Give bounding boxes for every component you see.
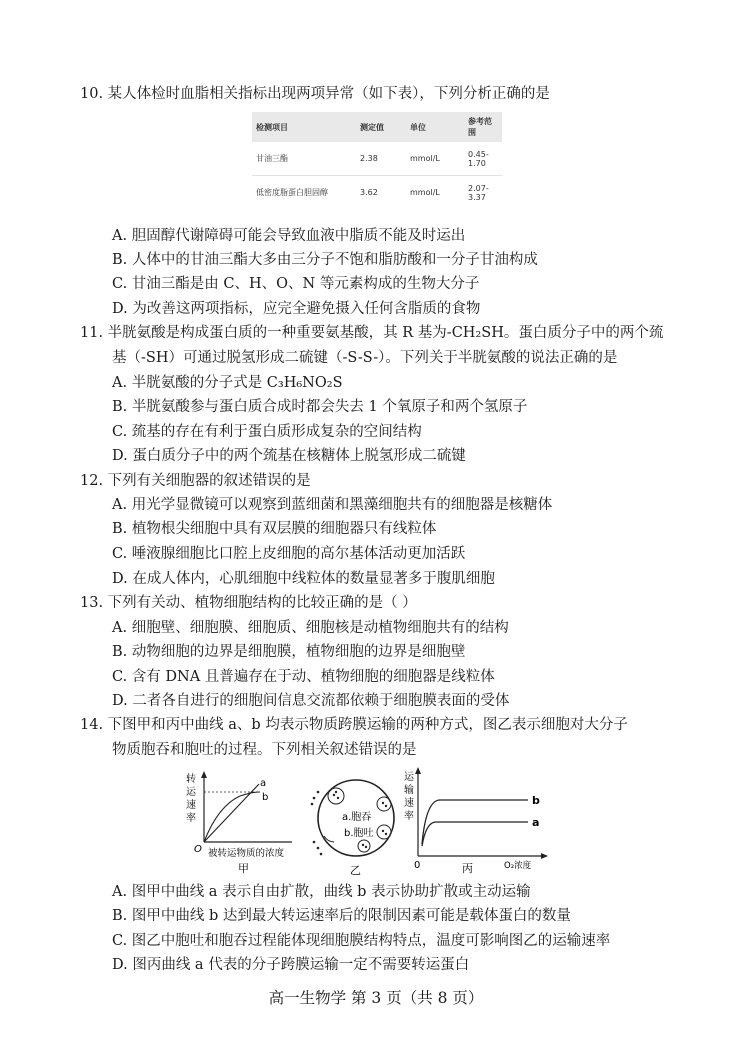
figure-yi-caption: 乙 [350, 864, 361, 877]
svg-text:率: 率 [186, 813, 196, 824]
svg-text:速: 速 [186, 800, 196, 811]
option-12d: D. 在成人体内，心肌细胞中线粒体的数量显著多于腹肌细胞 [112, 571, 495, 587]
figure-jia-curve-b [204, 792, 260, 842]
option-11b: B. 半胱氨酸参与蛋白质合成时都会失去 1 个氧原子和两个氢原子 [112, 399, 528, 415]
figure-yi-label-exocytosis: b.胞吐 [344, 828, 374, 839]
option-13a: A. 细胞壁、细胞膜、细胞质、细胞核是动植物细胞共有的结构 [112, 620, 509, 636]
option-11c: C. 巯基的存在有利于蛋白质形成复杂的空间结构 [112, 424, 422, 440]
option-13b: B. 动物细胞的边界是细胞膜，植物细胞的边界是细胞壁 [112, 644, 466, 660]
svg-text:输: 输 [404, 785, 414, 796]
figure-yi-label-endocytosis: a.胞吞 [342, 812, 372, 823]
question-13-stem: 13. 下列有关动、植物细胞结构的比较正确的是（ ） [80, 595, 417, 611]
figure-bing-xlabel: O₂浓度 [504, 861, 532, 871]
option-10a: A. 胆固醇代谢障碍可能会导致血液中脂质不能及时运出 [112, 228, 466, 244]
question-14-stem: 14. 下图甲和丙中曲线 a、b 均表示物质跨膜运输的两种方式，图乙表示细胞对大分子 [80, 717, 628, 733]
option-11d: D. 蛋白质分子中的两个巯基在核糖体上脱氢形成二硫键 [112, 448, 466, 464]
page-footer: 高一生物学 第 3 页（共 8 页） [268, 989, 484, 1007]
svg-text:率: 率 [404, 811, 414, 822]
figure-jia-caption: 甲 [238, 862, 249, 875]
question-10-stem: 10. 某人体检时血脂相关指标出现两项异常（如下表），下列分析正确的是 [80, 86, 550, 102]
svg-text:速: 速 [404, 798, 414, 809]
option-10b: B. 人体中的甘油三酯大多由三分子不饱和脂肪酸和一分子甘油构成 [112, 252, 538, 268]
figure-bing-curve-a [422, 822, 528, 846]
option-12c: C. 唾液腺细胞比口腔上皮细胞的高尔基体活动更加活跃 [112, 546, 466, 562]
option-12a: A. 用光学显微镜可以观察到蓝细菌和黑藻细胞共有的细胞器是核糖体 [112, 497, 553, 513]
svg-text:运: 运 [186, 787, 196, 798]
table-header: 测定值 [356, 112, 406, 142]
question-14-stem-line2: 物质胞吞和胞吐的过程。下列相关叙述错误的是 [112, 742, 417, 758]
lab-results-table [252, 112, 502, 209]
option-14b: B. 图甲中曲线 b 达到最大转运速率后的限制因素可能是载体蛋白的数量 [112, 908, 571, 924]
figure-jia-label-a: a [260, 778, 267, 789]
option-12b: B. 植物根尖细胞中具有双层膜的细胞器只有线粒体 [112, 521, 437, 537]
option-11a: A. 半胱氨酸的分子式是 C₃H₆NO₂S [112, 375, 343, 391]
option-10d: D. 为改善这两项指标，应完全避免摄入任何含脂质的食物 [112, 301, 481, 317]
table-row: 低密度脂蛋白胆固醇 3.62 mmol/L 2.07-3.37 [252, 176, 502, 210]
figure-jia-origin: O [194, 844, 202, 855]
option-10c: C. 甘油三酯是由 C、H、O、N 等元素构成的生物大分子 [112, 276, 480, 292]
figure-bing-label-b: b [532, 794, 540, 807]
question-11-stem: 11. 半胱氨酸是构成蛋白质的一种重要氨基酸，其 R 基为-CH₂SH。蛋白质分子中的两个巯 [80, 325, 664, 341]
option-14c: C. 图乙中胞吐和胞吞过程能体现细胞膜结构特点，温度可影响图乙的运输速率 [112, 933, 611, 949]
figure-bing-label-a: a [532, 816, 540, 829]
figure-jia-label-b: b [262, 792, 269, 803]
figure-bing-origin: 0 [414, 860, 421, 871]
option-13c: C. 含有 DNA 且普遍存在于动、植物细胞的细胞器是线粒体 [112, 669, 495, 685]
table-header: 单位 [406, 112, 464, 142]
option-14d: D. 图丙曲线 a 代表的分子跨膜运输一定不需要转运蛋白 [112, 957, 470, 973]
figure-bing-caption: 丙 [462, 862, 473, 875]
table-row: 甘油三酯 2.38 mmol/L 0.45-1.70 [256, 149, 489, 168]
figure-jia-xlabel: 被转运物质的浓度 [208, 848, 285, 859]
option-13d: D. 二者各自进行的细胞间信息交流都依赖于细胞膜表面的受体 [112, 693, 510, 709]
figure-jia-ylabel: 转 [186, 774, 196, 785]
figure-bing-ylabel: 运 [404, 772, 414, 783]
question-11-stem-line2: 基（-SH）可通过脱氢形成二硫键（-S-S-）。下列关于半胱氨酸的说法正确的是 [112, 350, 618, 366]
table-header: 检测项目 [252, 112, 356, 142]
question-12-stem: 12. 下列有关细胞器的叙述错误的是 [80, 473, 311, 489]
figure-jia [180, 770, 312, 878]
figure-bing [400, 764, 552, 880]
option-14a: A. 图甲中曲线 a 表示自由扩散，曲线 b 表示协助扩散或主动运输 [112, 884, 531, 900]
figure-yi [306, 774, 406, 880]
table-header: 参考范围 [464, 112, 502, 142]
